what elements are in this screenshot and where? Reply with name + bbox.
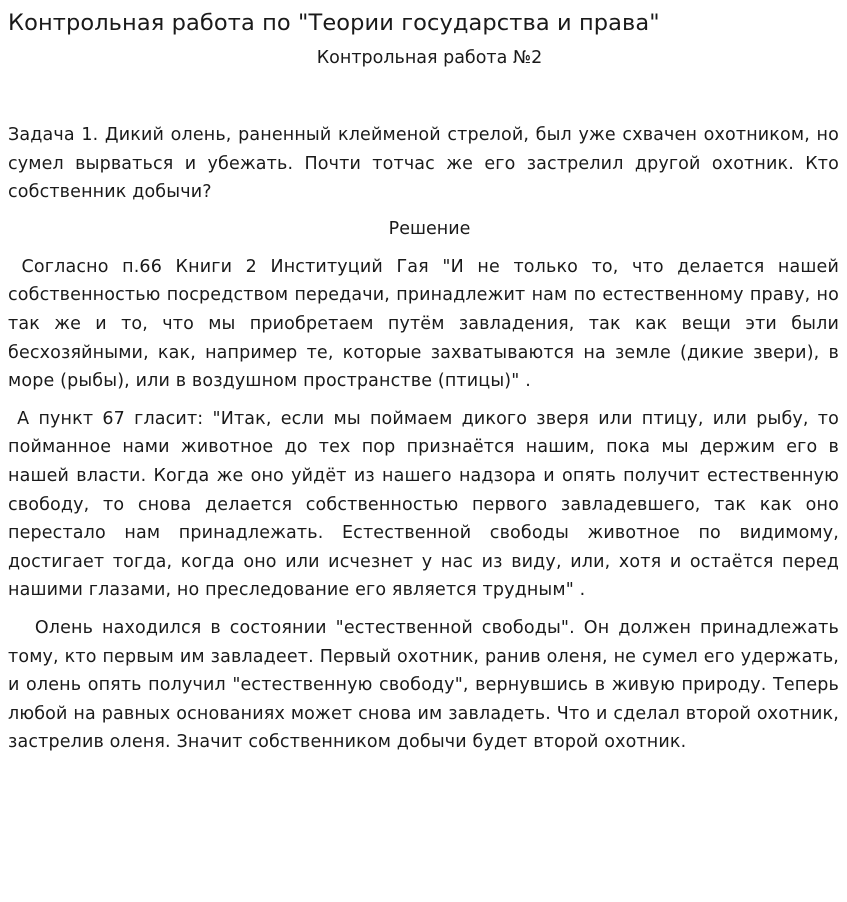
solution-paragraph: Олень находился в состоянии "естественной свободы". Он должен принадлежать тому, кто первым им завладеет. Первый охотник, ранив оленя, не сумел его удержать, и олень опять получил "естественную свободу", вернувшись в живую природу. Теперь любой на равных основаниях может снова им завладеть. Что и сделал второй охотник, застрелив оленя. Значит собственником добычи будет второй охотник. [8,617,839,753]
task-statement: Задача 1. Дикий олень, раненный клейменой стрелой, был уже схвачен охотником, но сумел вырваться и убежать. Почти тотчас же его застрелил другой охотник. Кто собственник добычи? [8,125,839,203]
solution-heading: Решение [388,218,471,239]
solution-paragraph: Согласно п.66 Книги 2 Институций Гая "И не только то, что делается нашей собственностью посредством передачи, принадлежит нам по естественному праву, но так же и то, что мы приобретаем путём завладения, так как вещи эти были бесхозяйными, как, например те, которые захватываются на земле (дикие звери), в море (рыбы), или в воздушном пространстве (птицы)" . [8,256,839,392]
solution-paragraph: А пункт 67 гласит: "Итак, если мы поймаем дикого зверя или птицу, или рыбу, то пойманное нами животное до тех пор признаётся нашим, пока мы держим его в нашей власти. Когда же оно уйдёт из нашего надзора и опять получит естественную свободу, то снова делается собственностью первого завладевшего, так как оно перестало нам принадлежать. Естественной свободы животное по видимому, достигает тогда, когда оно или исчезнет у нас из виду, или, хотя и остаётся перед нашими глазами, но преследование его является трудным" . [8,408,839,601]
document-subtitle: Контрольная работа №2 [316,48,543,68]
document-title: Контрольная работа по "Теории государства и права" [8,10,660,36]
